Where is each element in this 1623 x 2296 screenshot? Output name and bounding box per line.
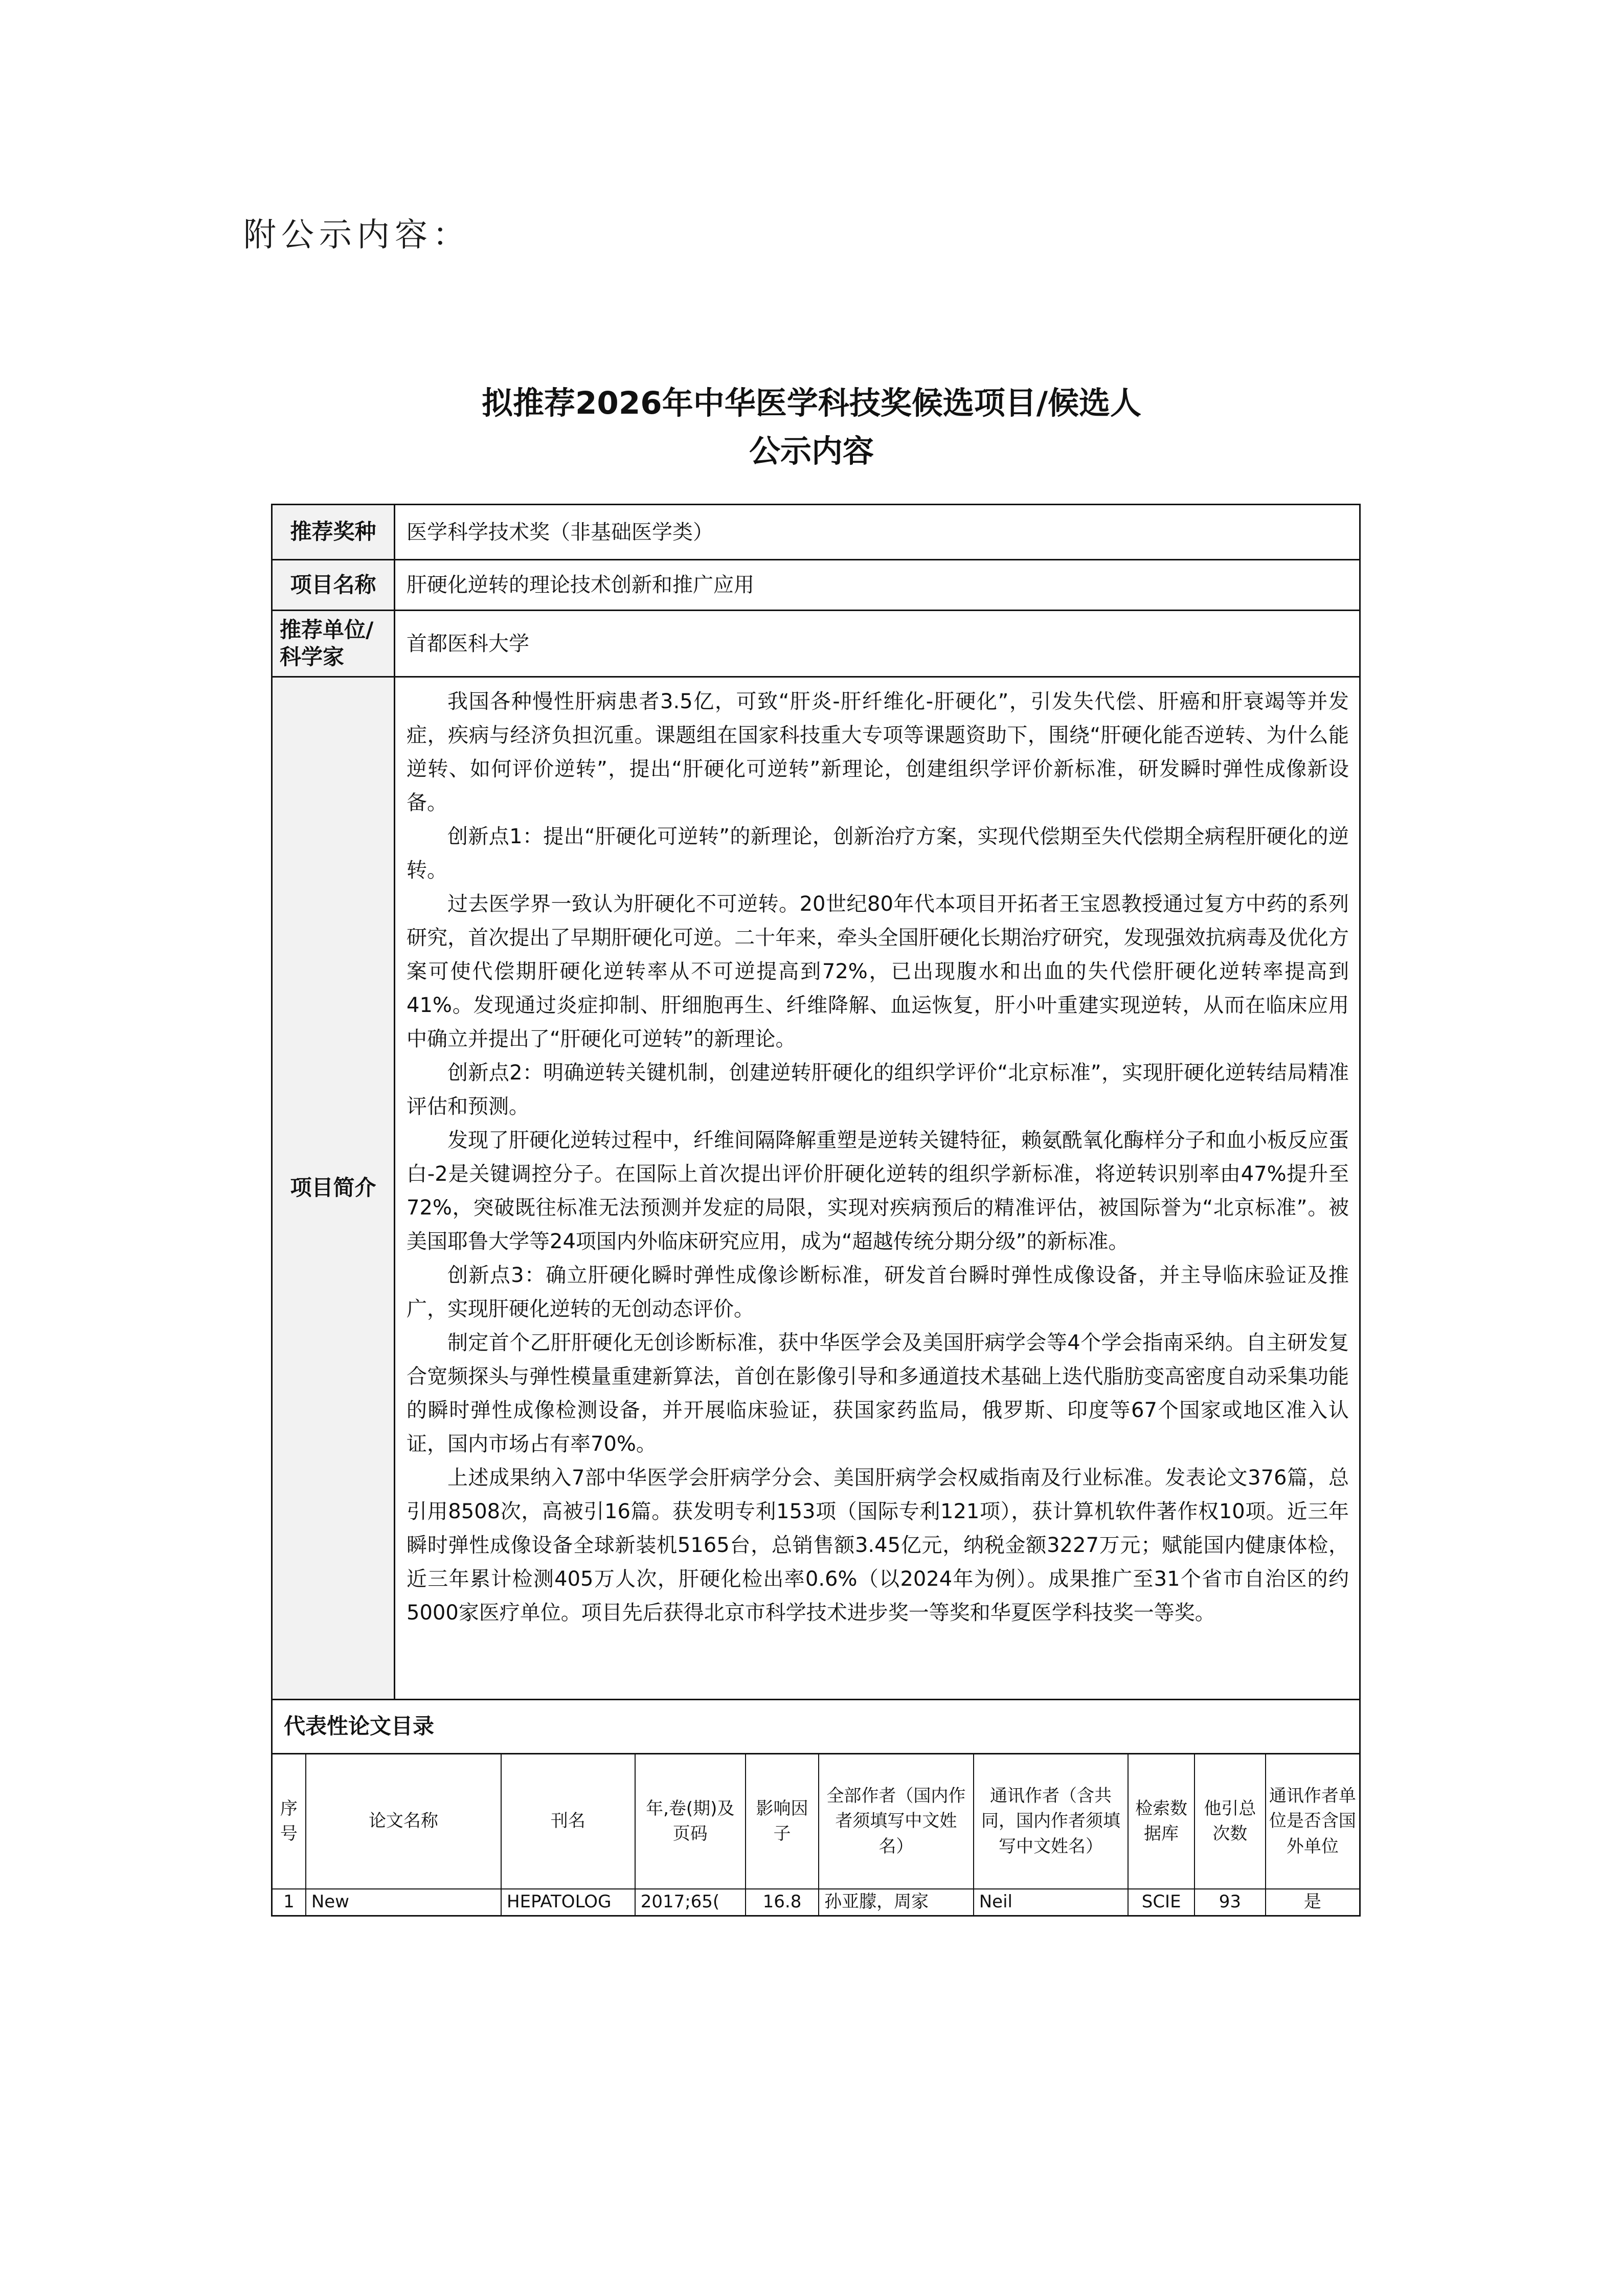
papers-section-row [272,1700,1360,1754]
project-name-row [272,560,1360,611]
papers-table [273,1754,1359,1915]
col-header-index: 序号 [273,1754,306,1889]
paper-title: New [306,1889,501,1915]
col-header-title: 论文名称 [306,1754,501,1889]
col-header-corresponding-author: 通讯作者（含共同，国内作者须填写中文姓名） [974,1754,1129,1889]
summary-paragraph: 创新点2：明确逆转关键机制，创建逆转肝硬化的组织学评价“北京标准”，实现肝硬化逆转结局精准评估和预测。 [407,1061,1349,1118]
paper-year-volume: 2017;65( [635,1889,746,1915]
paper-impact-factor: 16.8 [746,1889,819,1915]
award-row [272,505,1360,560]
recommender-value: 首都医科大学 [395,611,1360,677]
paper-citations: 93 [1194,1889,1266,1915]
papers-header-row [273,1754,1359,1889]
project-name-value: 肝硬化逆转的理论技术创新和推广应用 [395,560,1360,611]
summary-paragraph: 上述成果纳入7部中华医学会肝病学分会、美国肝病学会权威指南及行业标准。发表论文376篇，总引用8508次，高被引16篇。获发明专利153项（国际专利121项），获计算机软件著作权10项。近三年瞬时弹性成像设备全球新装机5165台，总销售额3.45亿元，纳税金额3227万元；赋能国内健康体检，近三年累计检测405万人次，肝硬化检出率0.6%（以2024年为例）。成果推广至31个省市自治区的约5000家医疗单位。项目先后获得北京市科学技术进步奖一等奖和华夏医学科技奖一等奖。 [407,1466,1349,1625]
summary-cell [395,677,1360,1700]
paper-corresponding-author: Neil [974,1889,1129,1915]
recommender-row [272,611,1360,677]
recommender-label: 推荐单位/科学家 [272,611,395,677]
summary-paragraph: 过去医学界一致认为肝硬化不可逆转。20世纪80年代本项目开拓者王宝恩教授通过复方中药的系列研究，首次提出了早期肝硬化可逆。二十年来，牵头全国肝硬化长期治疗研究，发现强效抗病毒及优化方案可使代偿期肝硬化逆转率从不可逆提高到72%，已出现腹水和出血的失代偿肝硬化逆转率提高到41%。发现通过炎症抑制、肝细胞再生、纤维降解、血运恢复，肝小叶重建实现逆转，从而在临床应用中确立并提出了“肝硬化可逆转”的新理论。 [407,892,1349,1051]
table-row [273,1889,1359,1915]
summary-row [272,677,1360,1700]
document-title: 拟推荐2026年中华医学科技奖候选项目/候选人 [481,385,1142,421]
col-header-database: 检索数据库 [1128,1754,1194,1889]
col-header-impact-factor: 影响因子 [746,1754,819,1889]
award-label: 推荐奖种 [272,505,395,560]
announcement-table [271,504,1361,1917]
summary-label: 项目简介 [272,677,395,1700]
award-value: 医学科学技术奖（非基础医学类） [395,505,1360,560]
summary-paragraph: 制定首个乙肝肝硬化无创诊断标准，获中华医学会及美国肝病学会等4个学会指南采纳。自主研发复合宽频探头与弹性模量重建新算法，首创在影像引导和多通道技术基础上迭代脂肪变高密度自动采集功能的瞬时弹性成像检测设备，并开展临床验证，获国家药监局，俄罗斯、印度等67个国家或地区准入认证，国内市场占有率70%。 [407,1331,1349,1456]
document-subtitle: 公示内容 [749,433,874,469]
paper-foreign-affiliation: 是 [1266,1889,1359,1915]
paper-database: SCIE [1128,1889,1194,1915]
summary-paragraph: 创新点3：确立肝硬化瞬时弹性成像诊断标准，研发首台瞬时弹性成像设备，并主导临床验证及推广，实现肝硬化逆转的无创动态评价。 [407,1264,1349,1321]
project-summary [395,678,1359,1630]
project-name-label: 项目名称 [272,560,395,611]
col-header-foreign-affiliation: 通讯作者单位是否含国外单位 [1266,1754,1359,1889]
summary-paragraph: 创新点1：提出“肝硬化可逆转”的新理论，创新治疗方案，实现代偿期至失代偿期全病程肝硬化的逆转。 [407,825,1349,882]
header-note: 附公示内容： [243,216,470,254]
col-header-year-volume-pages: 年,卷(期)及页码 [635,1754,746,1889]
paper-journal: HEPATOLOG [501,1889,635,1915]
paper-index: 1 [273,1889,306,1915]
col-header-citations: 他引总次数 [1194,1754,1266,1889]
papers-table-cell [272,1754,1360,1916]
papers-section-title: 代表性论文目录 [272,1700,1360,1754]
summary-paragraph: 发现了肝硬化逆转过程中，纤维间隔降解重塑是逆转关键特征，赖氨酰氧化酶样分子和血小板反应蛋白-2是关键调控分子。在国际上首次提出评价肝硬化逆转的组织学新标准，将逆转识别率由47%提升至72%，突破既往标准无法预测并发症的局限，实现对疾病预后的精准评估，被国际誉为“北京标准”。被美国耶鲁大学等24项国内外临床研究应用，成为“超越传统分期分级”的新标准。 [407,1129,1349,1253]
col-header-journal: 刊名 [501,1754,635,1889]
papers-table-row [272,1754,1360,1916]
paper-authors: 孙亚朦，周家 [819,1889,974,1915]
summary-paragraph: 我国各种慢性肝病患者3.5亿，可致“肝炎-肝纤维化-肝硬化”，引发失代偿、肝癌和肝衰竭等并发症，疾病与经济负担沉重。课题组在国家科技重大专项等课题资助下，围绕“肝硬化能否逆转、为什么能逆转、如何评价逆转”，提出“肝硬化可逆转”新理论，创建组织学评价新标准，研发瞬时弹性成像新设备。 [407,690,1349,815]
col-header-all-authors: 全部作者（国内作者须填写中文姓名） [819,1754,974,1889]
